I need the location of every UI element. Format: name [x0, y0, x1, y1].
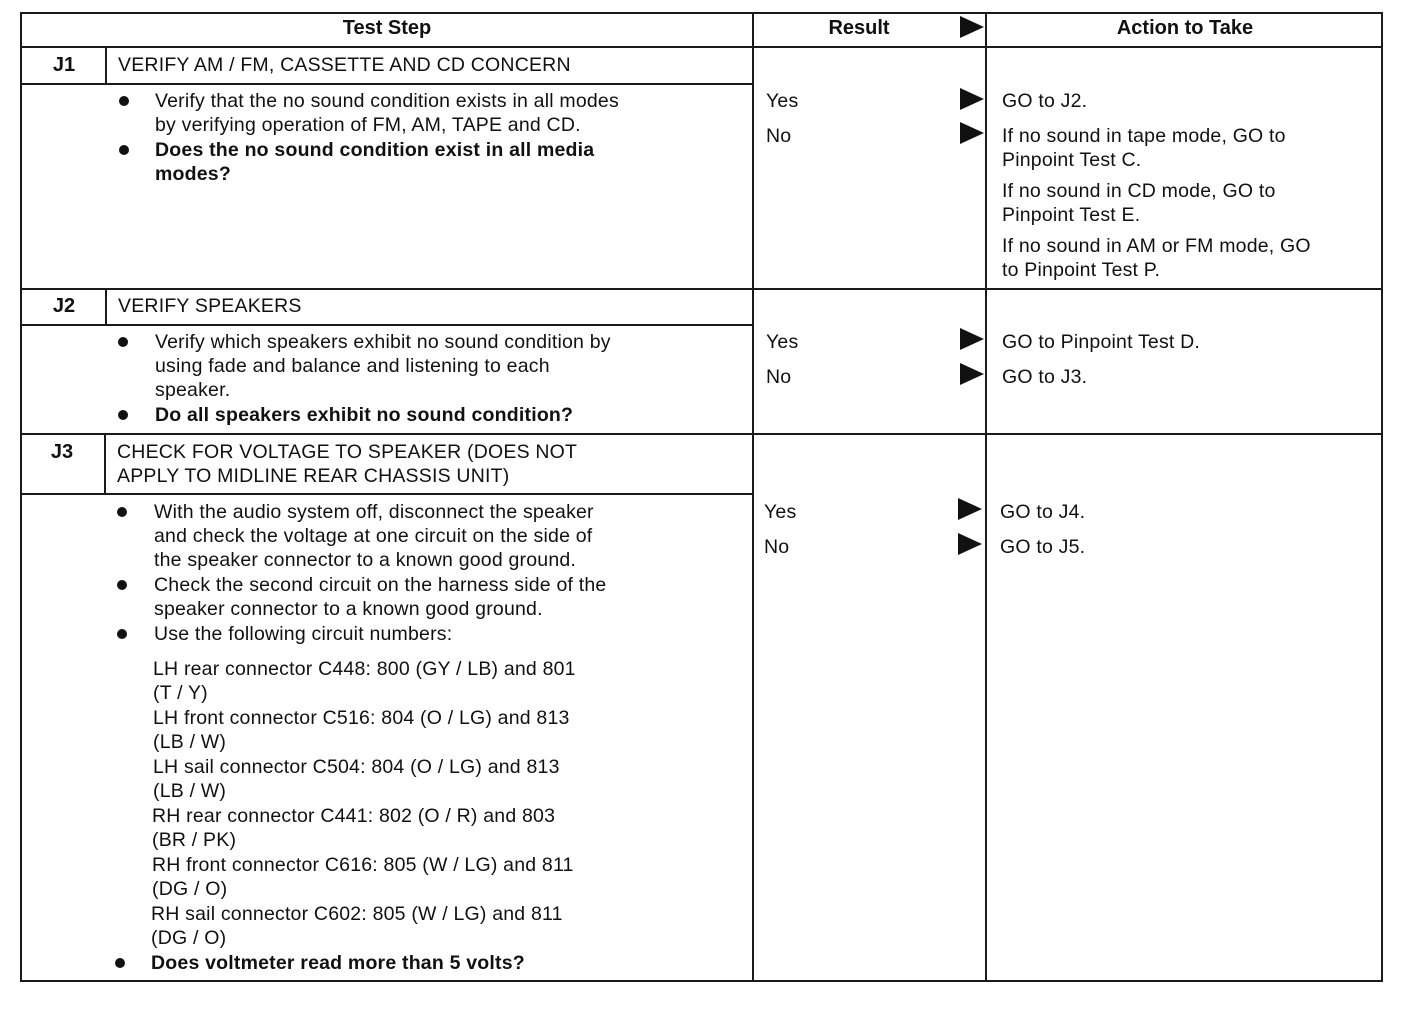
j2-bullet-1-line-2: using fade and balance and listening to each	[155, 355, 550, 377]
j3-circuit-5-line-1: RH front connector C616: 805 (W / LG) and 811	[152, 854, 574, 876]
bullet-icon	[119, 145, 129, 155]
j2-action-2: GO to J3.	[1002, 366, 1088, 388]
j1-j2-divider	[20, 288, 1383, 290]
step-title-j2: VERIFY SPEAKERS	[118, 295, 302, 317]
j2-bullet-2-line-1: Do all speakers exhibit no sound condition?	[155, 404, 574, 426]
j3-circuit-4-line-2: (BR / PK)	[152, 829, 237, 851]
step-id-j1: J1	[52, 54, 76, 76]
header-divider	[20, 46, 1383, 48]
j3-circuit-4-line-1: RH rear connector C441: 802 (O / R) and 803	[152, 805, 556, 827]
j3-circuit-1-line-2: (T / Y)	[153, 682, 208, 704]
j3-circuit-1-line-1: LH rear connector C448: 800 (GY / LB) and 801	[153, 658, 576, 680]
j3-result-yes: Yes	[764, 501, 797, 523]
j3-circuit-2-line-2: (LB / W)	[153, 731, 227, 753]
j2-bullet-1-line-1: Verify which speakers exhibit no sound condition by	[155, 331, 611, 353]
j1-action-4-line-2: to Pinpoint Test P.	[1002, 259, 1161, 281]
j2-action-1: GO to Pinpoint Test D.	[1002, 331, 1201, 353]
result-arrow-icon	[960, 122, 984, 144]
bullet-icon	[118, 337, 128, 347]
step-title-j1: VERIFY AM / FM, CASSETTE AND CD CONCERN	[118, 54, 571, 76]
j2-id-divider	[105, 288, 107, 324]
j3-title-divider	[20, 493, 752, 495]
column-divider-result	[752, 12, 754, 982]
j2-result-no: No	[766, 366, 792, 388]
result-arrow-icon	[960, 328, 984, 350]
bullet-icon	[117, 580, 127, 590]
step-title-j3-line-1: CHECK FOR VOLTAGE TO SPEAKER (DOES NOT	[117, 441, 578, 463]
j1-action-2-line-2: Pinpoint Test C.	[1002, 149, 1142, 171]
step-title-j3-line-2: APPLY TO MIDLINE REAR CHASSIS UNIT)	[117, 465, 510, 487]
j1-result-no: No	[766, 125, 792, 147]
j3-bullet-1-line-2: and check the voltage at one circuit on the side of	[154, 525, 593, 547]
step-id-j3: J3	[50, 441, 74, 463]
j1-action-3-line-2: Pinpoint Test E.	[1002, 204, 1141, 226]
j3-bullet-1-line-3: the speaker connector to a known good ground.	[154, 549, 577, 571]
column-divider-action	[985, 12, 987, 982]
j3-circuit-5-line-2: (DG / O)	[152, 878, 228, 900]
j1-title-divider	[20, 83, 752, 85]
j1-action-1: GO to J2.	[1002, 90, 1088, 112]
j1-action-4-line-1: If no sound in AM or FM mode, GO	[1002, 235, 1311, 257]
header-action: Action to Take	[1116, 17, 1254, 39]
j3-result-no: No	[764, 536, 790, 558]
result-arrow-icon	[958, 533, 982, 555]
bullet-icon	[117, 507, 127, 517]
j3-circuit-3-line-2: (LB / W)	[153, 780, 227, 802]
j3-question: Does voltmeter read more than 5 volts?	[151, 952, 525, 974]
header-test-step: Test Step	[342, 17, 432, 39]
j2-bullet-1-line-3: speaker.	[155, 379, 231, 401]
j3-circuit-2-line-1: LH front connector C516: 804 (O / LG) and 813	[153, 707, 570, 729]
j1-bullet-2-line-2: modes?	[155, 163, 231, 185]
j1-bullet-1-line-1: Verify that the no sound condition exists in all modes	[155, 90, 619, 112]
j3-bullet-2-line-2: speaker connector to a known good ground.	[154, 598, 543, 620]
bullet-icon	[118, 410, 128, 420]
j1-action-3-line-1: If no sound in CD mode, GO to	[1002, 180, 1276, 202]
j3-circuit-6-line-2: (DG / O)	[151, 927, 227, 949]
header-result: Result	[828, 17, 890, 39]
j3-id-divider	[104, 433, 106, 493]
header-arrow-icon	[960, 16, 984, 38]
j1-id-divider	[105, 46, 107, 83]
j2-j3-divider	[20, 433, 1383, 435]
j1-action-2-line-1: If no sound in tape mode, GO to	[1002, 125, 1286, 147]
j1-bullet-2-line-1: Does the no sound condition exist in all media	[155, 139, 595, 161]
j2-title-divider	[20, 324, 752, 326]
j1-bullet-1-line-2: by verifying operation of FM, AM, TAPE and CD.	[155, 114, 581, 136]
j1-result-yes: Yes	[766, 90, 799, 112]
j2-result-yes: Yes	[766, 331, 799, 353]
j3-bullet-1-line-1: With the audio system off, disconnect the speaker	[154, 501, 594, 523]
bullet-icon	[117, 629, 127, 639]
j3-circuit-6-line-1: RH sail connector C602: 805 (W / LG) and 811	[151, 903, 563, 925]
bullet-icon	[119, 96, 129, 106]
step-id-j2: J2	[52, 295, 76, 317]
j3-bullet-3-line-1: Use the following circuit numbers:	[154, 623, 453, 645]
result-arrow-icon	[960, 88, 984, 110]
bullet-icon	[115, 958, 125, 968]
j3-circuit-3-line-1: LH sail connector C504: 804 (O / LG) and 813	[153, 756, 560, 778]
result-arrow-icon	[958, 498, 982, 520]
j3-action-1: GO to J4.	[1000, 501, 1086, 523]
result-arrow-icon	[960, 363, 984, 385]
j3-action-2: GO to J5.	[1000, 536, 1086, 558]
j3-bullet-2-line-1: Check the second circuit on the harness side of the	[154, 574, 607, 596]
